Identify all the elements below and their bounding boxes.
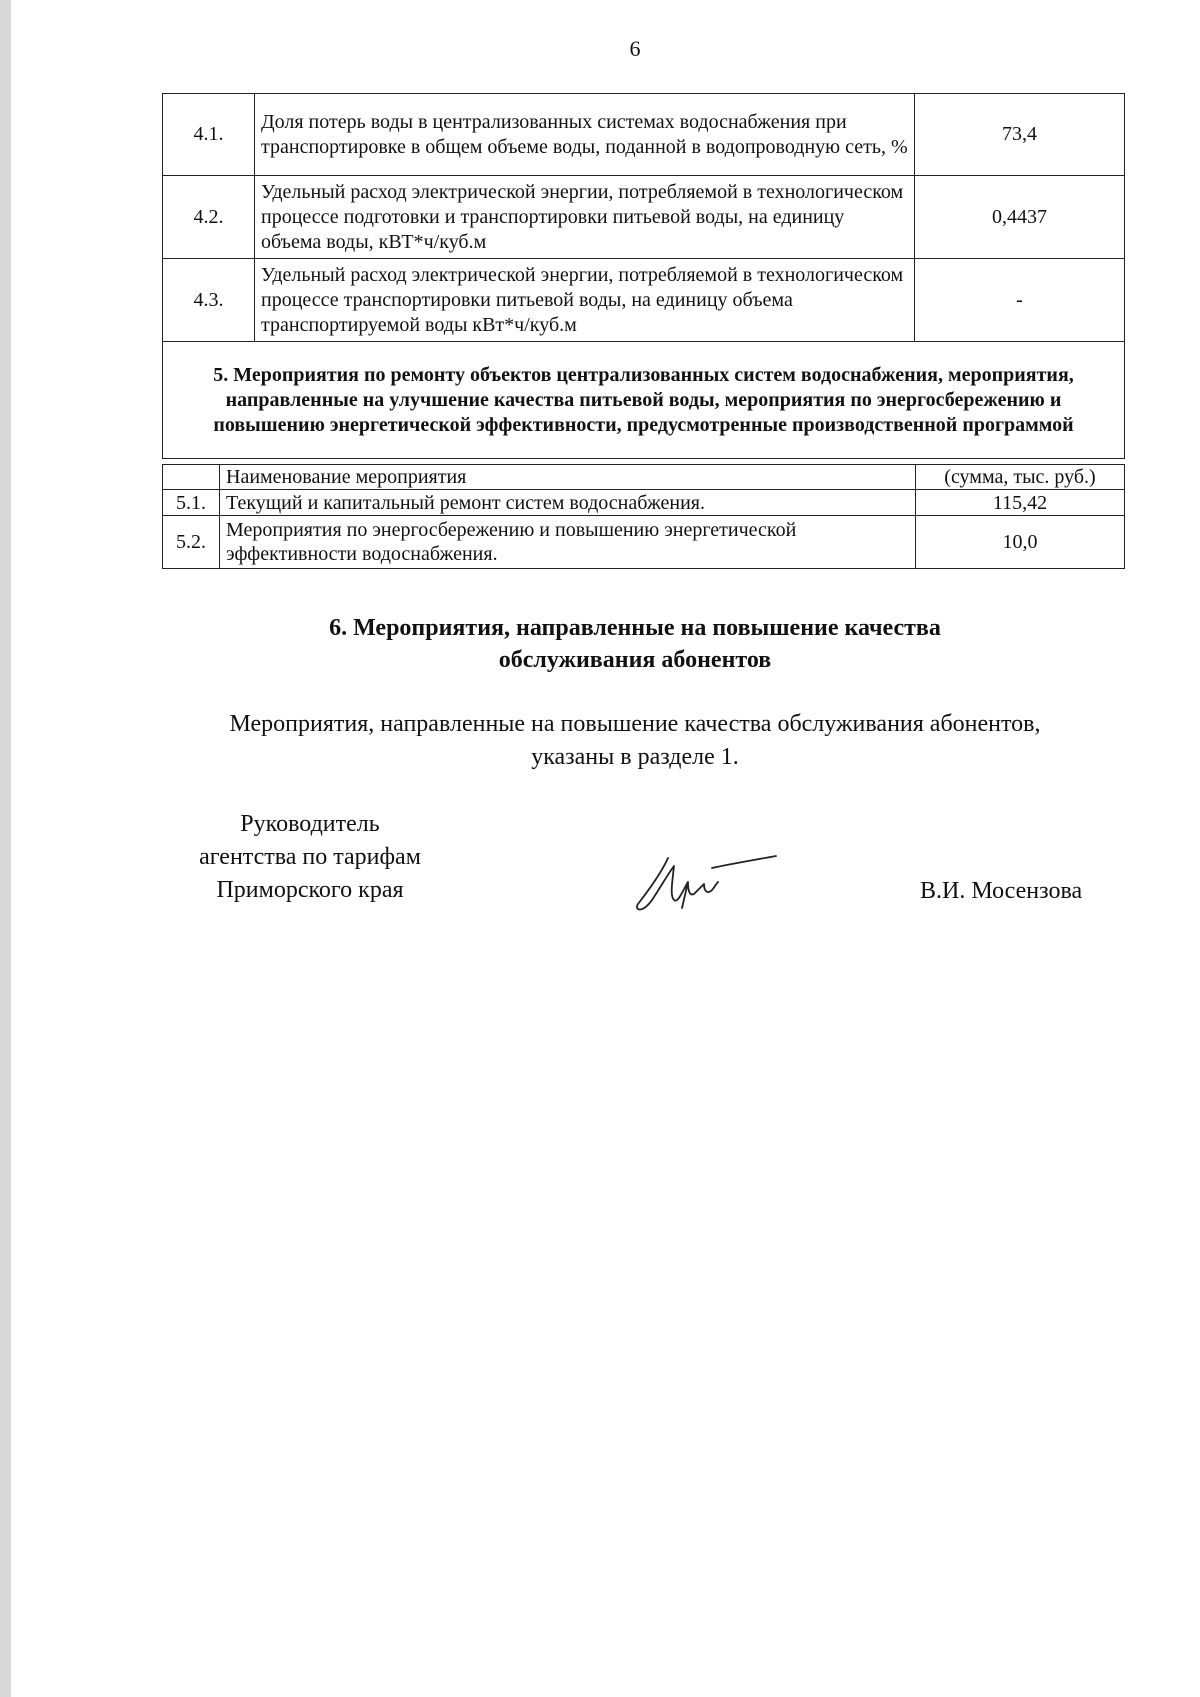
row-value: 73,4 — [915, 94, 1125, 176]
row-number: 4.1. — [163, 94, 255, 176]
table-row — [163, 516, 1125, 569]
row-text: Доля потерь воды в централизованных системах водоснабжения при транспортировке в общем объеме воды, поданной в водопроводную сеть, % — [255, 94, 915, 176]
signatory-title — [160, 808, 460, 907]
table-row — [163, 490, 1125, 516]
row-text: Текущий и капитальный ремонт систем водоснабжения. — [220, 490, 916, 516]
row-text: Мероприятия по энергосбережению и повышению энергетической эффективности водоснабжения. — [220, 516, 916, 569]
paragraph-line: указаны в разделе 1. — [531, 744, 739, 770]
section-6-heading-line: обслуживания абонентов — [498, 647, 772, 673]
signatory-title-line: агентства по тарифам — [199, 844, 421, 870]
row-number: 4.2. — [163, 176, 255, 259]
table-header-row — [163, 465, 1125, 490]
row-number: 5.2. — [163, 516, 220, 569]
table-row — [163, 342, 1125, 459]
row-value: - — [915, 259, 1125, 342]
signatory-name: В.И. Мосензова — [920, 878, 1083, 904]
row-text: Удельный расход электрической энергии, потребляемой в технологическом процессе подготовки и транспортировки питьевой воды, на единицу объема воды, кВТ*ч/куб.м — [255, 176, 915, 259]
row-value: 0,4437 — [915, 176, 1125, 259]
page-number: 6 — [629, 36, 641, 61]
signatory-title-line: Приморского края — [216, 877, 404, 903]
row-text: Удельный расход электрической энергии, потребляемой в технологическом процессе транспортировки питьевой воды, на единицу объема транспортируемой воды кВт*ч/куб.м — [255, 259, 915, 342]
signatory-title-line: Руководитель — [240, 811, 380, 837]
header-sum: (сумма, тыс. руб.) — [916, 465, 1125, 490]
table-row — [163, 259, 1125, 342]
row-number: 4.3. — [163, 259, 255, 342]
row-value: 10,0 — [916, 516, 1125, 569]
section-6-paragraph — [0, 708, 1200, 774]
paragraph-line: Мероприятия, направленные на повышение качества обслуживания абонентов, — [229, 711, 1041, 737]
table-row — [163, 176, 1125, 259]
section-5-title: 5. Мероприятия по ремонту объектов централизованных систем водоснабжения, мероприятия, направленные на улучшение качества питьевой воды, мероприятия по энергосбережению и повышению энергетической эффективности, предусмотренные производственной программой — [163, 342, 1125, 459]
table-row — [163, 94, 1125, 176]
header-name: Наименование мероприятия — [220, 465, 916, 490]
handwritten-signature — [630, 838, 780, 918]
section-6-heading — [0, 612, 1200, 676]
section-6-heading-line: 6. Мероприятия, направленные на повышение качества — [329, 615, 941, 641]
scan-edge — [0, 0, 11, 1697]
row-number: 5.1. — [163, 490, 220, 516]
indicators-table — [162, 93, 1125, 459]
header-empty-cell — [163, 465, 220, 490]
row-value: 115,42 — [916, 490, 1125, 516]
activities-table — [162, 464, 1125, 569]
